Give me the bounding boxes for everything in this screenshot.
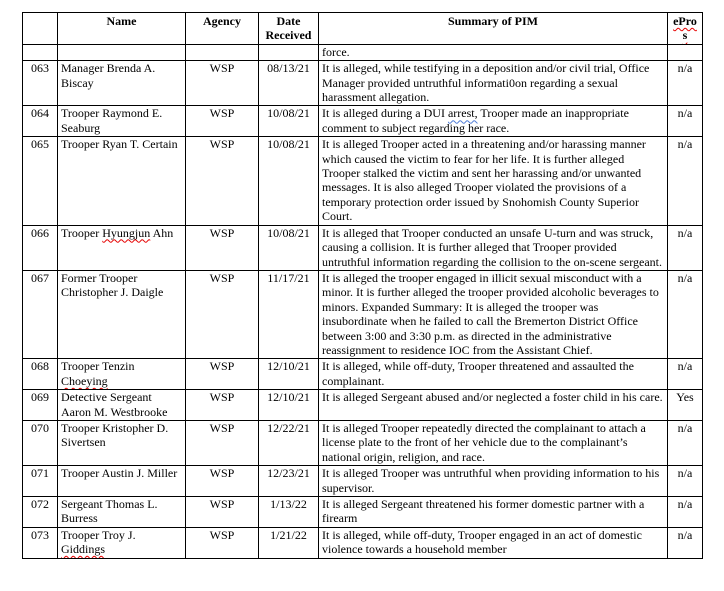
name-cell: Trooper Hyungjun Ahn xyxy=(58,225,186,270)
agency-cell: WSP xyxy=(186,106,259,137)
case-number-cell: 070 xyxy=(23,420,58,465)
epros-cell xyxy=(668,44,703,60)
header-date-received: Date Received xyxy=(259,13,319,45)
header-row xyxy=(23,13,703,45)
summary-cell: It is alleged, while off-duty, Trooper threatened and assaulted the complainant. xyxy=(319,359,668,390)
date-cell xyxy=(259,44,319,60)
agency-cell: WSP xyxy=(186,137,259,225)
name-cell: Trooper Tenzin Choeying xyxy=(58,359,186,390)
header-epros xyxy=(668,13,703,45)
epros-cell: n/a xyxy=(668,497,703,528)
case-number-cell: 071 xyxy=(23,466,58,497)
name-cell: Trooper Raymond E. Seaburg xyxy=(58,106,186,137)
date-cell: 12/22/21 xyxy=(259,420,319,465)
case-number-cell: 068 xyxy=(23,359,58,390)
summary-cell: It is alleged, while off-duty, Trooper engaged in an act of domestic violence towards a household member xyxy=(319,527,668,558)
summary-cell: It is alleged Sergeant abused and/or neglected a foster child in his care. xyxy=(319,390,668,421)
epros-cell: Yes xyxy=(668,390,703,421)
table-row xyxy=(23,44,703,60)
agency-cell: WSP xyxy=(186,497,259,528)
case-number-cell: 063 xyxy=(23,61,58,106)
name-cell: Trooper Ryan T. Certain xyxy=(58,137,186,225)
summary-cell: It is alleged that Trooper conducted an unsafe U-turn and was struck, causing a collision. It is further alleged that Trooper provided untruthful information regarding the collision to the on-scene sergeant. xyxy=(319,225,668,270)
epros-cell: n/a xyxy=(668,527,703,558)
summary-cell: It is alleged Sergeant threatened his former domestic partner with a firearm xyxy=(319,497,668,528)
name-cell: Trooper Kristopher D. Sivertsen xyxy=(58,420,186,465)
summary-cell: It is alleged, while testifying in a deposition and/or civil trial, Office Manager provided untruthful informati0on regarding a sexual harassment allegation. xyxy=(319,61,668,106)
name-cell: Trooper Austin J. Miller xyxy=(58,466,186,497)
case-number-cell: 069 xyxy=(23,390,58,421)
epros-cell: n/a xyxy=(668,225,703,270)
epros-cell: n/a xyxy=(668,420,703,465)
agency-cell: WSP xyxy=(186,359,259,390)
spellcheck-underline: ePros xyxy=(673,14,697,43)
epros-cell: n/a xyxy=(668,106,703,137)
date-cell: 1/21/22 xyxy=(259,527,319,558)
case-number-cell: 073 xyxy=(23,527,58,558)
date-cell: 10/08/21 xyxy=(259,137,319,225)
table-row xyxy=(23,137,703,225)
case-number-cell: 065 xyxy=(23,137,58,225)
agency-cell: WSP xyxy=(186,466,259,497)
summary-cell: It is alleged during a DUI arrest, Trooper made an inappropriate comment to subject regarding her race. xyxy=(319,106,668,137)
date-cell: 10/08/21 xyxy=(259,106,319,137)
summary-cell: It is alleged Trooper repeatedly directed the complainant to attach a license plate to the front of her vehicle due to the complainant’s national origin, religion, and race. xyxy=(319,420,668,465)
spellcheck-underline: Giddings xyxy=(61,542,106,557)
date-cell: 08/13/21 xyxy=(259,61,319,106)
agency-cell: WSP xyxy=(186,61,259,106)
table-row xyxy=(23,225,703,270)
epros-cell: n/a xyxy=(668,359,703,390)
agency-cell: WSP xyxy=(186,225,259,270)
epros-cell: n/a xyxy=(668,270,703,358)
agency-cell: WSP xyxy=(186,270,259,358)
agency-cell: WSP xyxy=(186,527,259,558)
summary-cell: force. xyxy=(319,44,668,60)
case-number-cell xyxy=(23,44,58,60)
date-cell: 12/10/21 xyxy=(259,390,319,421)
header-name: Name xyxy=(58,13,186,45)
table-row xyxy=(23,390,703,421)
spellcheck-underline: Hyungjun xyxy=(102,225,151,240)
date-cell: 12/10/21 xyxy=(259,359,319,390)
grammar-underline: arrest, xyxy=(447,106,478,121)
date-cell: 11/17/21 xyxy=(259,270,319,358)
epros-cell: n/a xyxy=(668,466,703,497)
table-row xyxy=(23,497,703,528)
table-header xyxy=(23,13,703,45)
epros-cell: n/a xyxy=(668,61,703,106)
epros-cell: n/a xyxy=(668,137,703,225)
table-body xyxy=(23,44,703,558)
summary-cell: It is alleged Trooper acted in a threatening and/or harassing manner which caused the victim to fear for her life. It is further alleged Trooper stalked the victim and sent her harassing and/or unwanted messages. It is also alleged Trooper violated the provisions of a temporary protection order issued by Snohomish County Superior Court. xyxy=(319,137,668,225)
spellcheck-underline: Choeying xyxy=(61,373,108,388)
name-cell: Detective Sergeant Aaron M. Westbrooke xyxy=(58,390,186,421)
agency-cell xyxy=(186,44,259,60)
header-case-number xyxy=(23,13,58,45)
name-cell: Sergeant Thomas L. Burress xyxy=(58,497,186,528)
case-number-cell: 066 xyxy=(23,225,58,270)
agency-cell: WSP xyxy=(186,390,259,421)
table-row xyxy=(23,420,703,465)
table-row xyxy=(23,466,703,497)
table-row xyxy=(23,359,703,390)
case-number-cell: 067 xyxy=(23,270,58,358)
table-row xyxy=(23,270,703,358)
date-cell: 12/23/21 xyxy=(259,466,319,497)
date-cell: 10/08/21 xyxy=(259,225,319,270)
agency-cell: WSP xyxy=(186,420,259,465)
summary-cell: It is alleged the trooper engaged in illicit sexual misconduct with a minor. It is further alleged the trooper provided alcoholic beverages to minors. Expanded Summary: It is alleged the trooper was insubordinate when he failed to call the Bremerton District Office between 3:00 and 3:30 p.m. as directed in the administrative reassignment to residence IOC from the Assistant Chief. xyxy=(319,270,668,358)
table-row xyxy=(23,527,703,558)
name-cell xyxy=(58,44,186,60)
name-cell: Manager Brenda A. Biscay xyxy=(58,61,186,106)
table-row xyxy=(23,106,703,137)
pim-summary-table xyxy=(22,12,703,559)
table-row xyxy=(23,61,703,106)
summary-cell: It is alleged Trooper was untruthful when providing information to his supervisor. xyxy=(319,466,668,497)
header-agency: Agency xyxy=(186,13,259,45)
name-cell: Former Trooper Christopher J. Daigle xyxy=(58,270,186,358)
header-summary-of-pim: Summary of PIM xyxy=(319,13,668,45)
case-number-cell: 072 xyxy=(23,497,58,528)
date-cell: 1/13/22 xyxy=(259,497,319,528)
case-number-cell: 064 xyxy=(23,106,58,137)
name-cell: Trooper Troy J. Giddings xyxy=(58,527,186,558)
